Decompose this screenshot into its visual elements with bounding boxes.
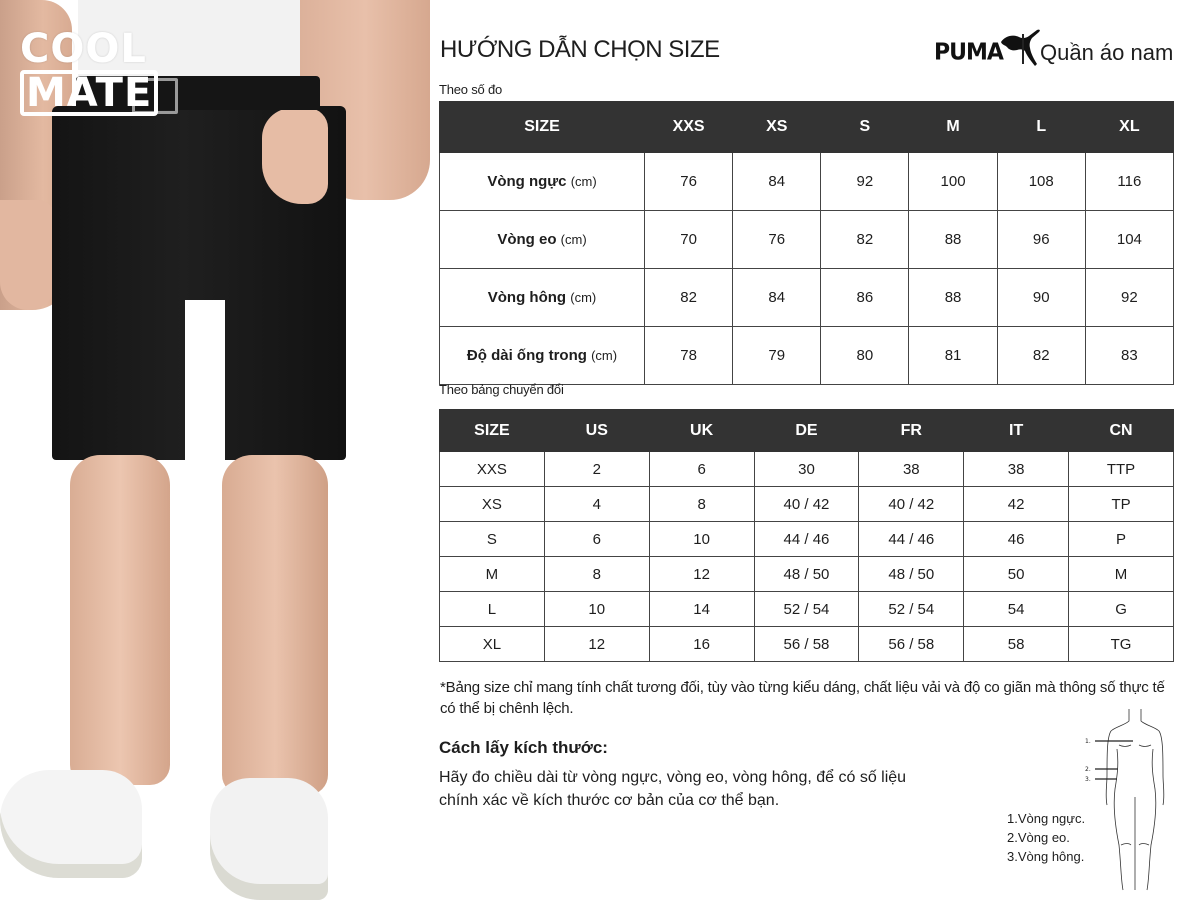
table-cell: 70 [645,211,733,269]
howto-text: Hãy đo chiều dài từ vòng ngực, vòng eo, vòng hông, để có số liệu chính xác về kích thước cơ bản của cơ thể bạn. [439,769,907,809]
table-cell: 92 [1085,269,1173,327]
table-cell: 48 / 50 [754,557,859,592]
product-photo [0,0,432,900]
column-header: XXS [645,102,733,153]
column-header: XS [733,102,821,153]
table-cell: 48 / 50 [859,557,964,592]
size-disclaimer: *Bảng size chỉ mang tính chất tương đối, tùy vào từng kiểu dáng, chất liệu vải và độ co giãn mà thông số thực tế có thể bị chênh lệch. [440,679,1165,717]
table-cell: 6 [544,522,649,557]
column-header: XL [1085,102,1173,153]
right-leg [222,455,328,795]
page-title: HƯỚNG DẪN CHỌN SIZE [440,36,720,63]
table-cell: 16 [649,627,754,662]
table-cell: P [1069,522,1174,557]
table-cell: S [440,522,545,557]
table-row [440,487,1174,522]
figure-legend [1007,809,1085,866]
right-shoe [210,778,328,900]
table-cell: 8 [544,557,649,592]
legend-item: 1.Vòng ngực. [1007,811,1086,826]
table-row [440,211,1174,269]
category-label: Quần áo nam [1040,40,1174,65]
table-cell: 44 / 46 [859,522,964,557]
table-cell: G [1069,592,1174,627]
table-row [440,627,1174,662]
table-cell: L [440,592,545,627]
logo-line-1: COOL [20,26,147,72]
table-cell: 10 [649,522,754,557]
column-header: SIZE [440,102,645,153]
table-cell: TP [1069,487,1174,522]
section-label-conversion: Theo bảng chuyển đổi [439,382,564,397]
table-cell: TG [1069,627,1174,662]
table-row [440,153,1174,211]
figure-marker-2: 2. [1085,766,1091,773]
table-cell: TTP [1069,452,1174,487]
left-leg [70,455,170,785]
table-cell: 78 [645,327,733,385]
table-cell: 44 / 46 [754,522,859,557]
column-header: L [997,102,1085,153]
table-header-row [440,410,1174,452]
table-row [440,557,1174,592]
table-cell: 92 [821,153,909,211]
table-cell: 81 [909,327,997,385]
table-row [440,327,1174,385]
table-cell: 100 [909,153,997,211]
table-cell: 90 [997,269,1085,327]
column-header: S [821,102,909,153]
table-cell: 86 [821,269,909,327]
table-cell: 79 [733,327,821,385]
table-cell: 104 [1085,211,1173,269]
logo-line-2-box [20,70,158,116]
table-cell: 58 [964,627,1069,662]
table-cell: 40 / 42 [754,487,859,522]
table-cell: M [1069,557,1174,592]
table-cell: 96 [997,211,1085,269]
table-cell: 38 [964,452,1069,487]
measurement-table [439,101,1174,385]
table-cell: 50 [964,557,1069,592]
table-cell: 84 [733,269,821,327]
column-header: FR [859,410,964,452]
legend-item: 2.Vòng eo. [1007,830,1070,845]
table-cell: 40 / 42 [859,487,964,522]
table-cell: 4 [544,487,649,522]
row-label: Vòng eo (cm) [440,211,645,269]
table-cell: 52 / 54 [754,592,859,627]
table-cell: 76 [733,211,821,269]
table-cell: 54 [964,592,1069,627]
table-cell: M [440,557,545,592]
table-cell: 82 [997,327,1085,385]
table-cell: 82 [821,211,909,269]
table-cell: 56 / 58 [859,627,964,662]
right-hand-in-pocket [262,108,328,204]
table-row [440,452,1174,487]
table-cell: 12 [649,557,754,592]
table-row [440,522,1174,557]
table-cell: 8 [649,487,754,522]
table-cell: 52 / 54 [859,592,964,627]
column-header: UK [649,410,754,452]
table-cell: 88 [909,269,997,327]
table-row [440,592,1174,627]
table-cell: 80 [821,327,909,385]
column-header: M [909,102,997,153]
table-header-row [440,102,1174,153]
column-header: CN [1069,410,1174,452]
table-cell: 116 [1085,153,1173,211]
table-row [440,269,1174,327]
column-header: DE [754,410,859,452]
table-cell: 56 / 58 [754,627,859,662]
table-cell: 83 [1085,327,1173,385]
table-cell: XS [440,487,545,522]
table-cell: 10 [544,592,649,627]
column-header: SIZE [440,410,545,452]
puma-wordmark: PUMA [934,39,1003,66]
logo-line-2: MATE [26,70,153,116]
leg-gap [185,300,225,460]
left-hand [0,200,56,310]
row-label: Vòng ngực (cm) [440,153,645,211]
table-cell: 88 [909,211,997,269]
puma-cat-icon [999,28,1043,68]
section-label-measurements: Theo số đo [439,82,503,97]
row-label: Vòng hông (cm) [440,269,645,327]
column-header: IT [964,410,1069,452]
table-cell: 42 [964,487,1069,522]
table-cell: 76 [645,153,733,211]
table-cell: 6 [649,452,754,487]
table-cell: 14 [649,592,754,627]
body-measurement-figure-icon [1085,705,1185,895]
column-header: US [544,410,649,452]
row-label: Độ dài ống trong (cm) [440,327,645,385]
table-cell: 2 [544,452,649,487]
coolmate-logo [20,26,153,116]
table-cell: 84 [733,153,821,211]
table-cell: 46 [964,522,1069,557]
table-cell: 30 [754,452,859,487]
table-cell: 108 [997,153,1085,211]
table-cell: 12 [544,627,649,662]
legend-item: 3.Vòng hông. [1007,849,1085,864]
conversion-table [439,409,1174,662]
table-cell: 38 [859,452,964,487]
howto-heading: Cách lấy kích thước: [439,738,608,757]
table-cell: XL [440,627,545,662]
puma-logo [934,22,1043,68]
table-cell: 82 [645,269,733,327]
left-shoe [0,770,142,878]
brand-separator [1022,34,1024,64]
table-cell: XXS [440,452,545,487]
figure-marker-1: 1. [1085,738,1091,745]
figure-marker-3: 3. [1085,776,1091,783]
